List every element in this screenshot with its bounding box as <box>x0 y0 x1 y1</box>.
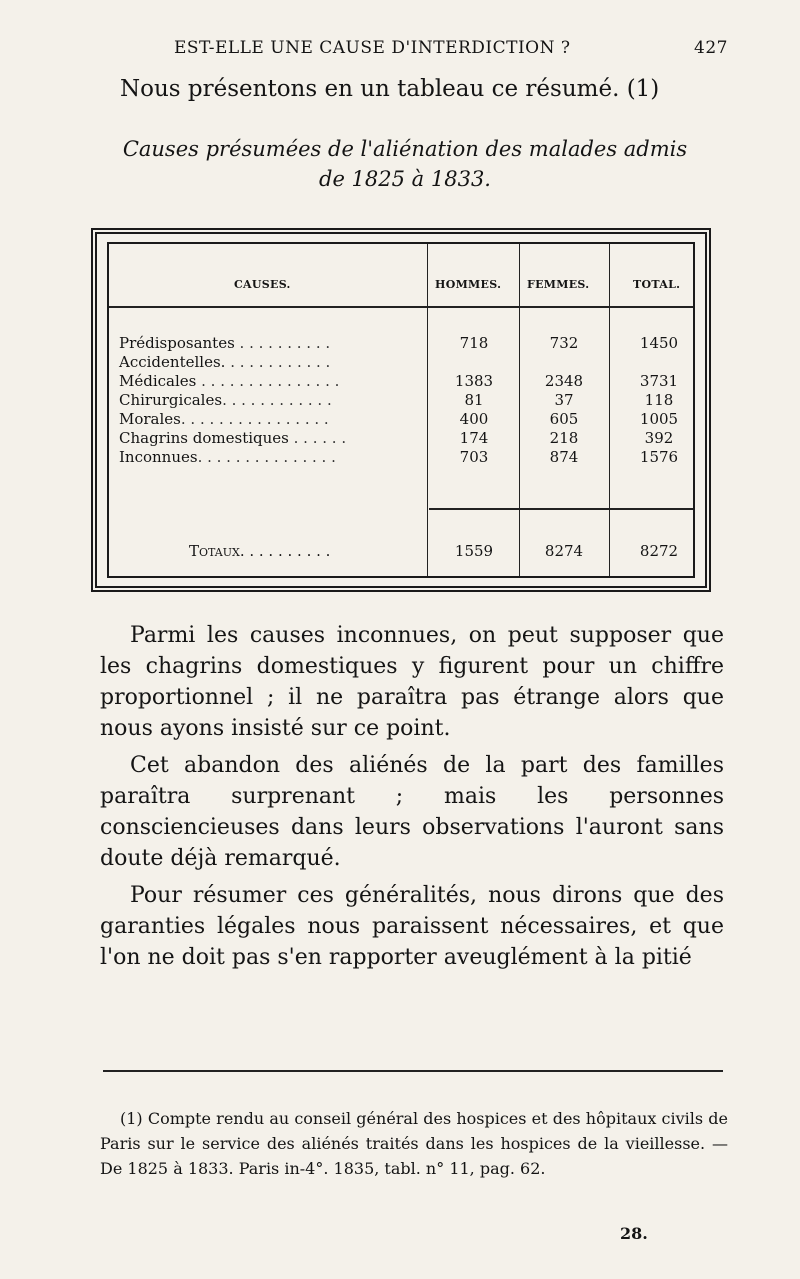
total-cell: 1005 <box>639 410 679 428</box>
signature-mark: 28. <box>620 1224 648 1243</box>
hommes-cell: 174 <box>459 429 489 447</box>
body-text <box>100 620 724 979</box>
totals-label: Totaux. . . . . . . . . . <box>189 542 331 560</box>
footnote <box>100 1106 728 1181</box>
total-cell: 1450 <box>639 334 679 352</box>
femmes-cell: 874 <box>549 448 579 466</box>
table-inner-frame <box>107 242 695 578</box>
cause-label: Accidentelles. . . . . . . . . . . . <box>119 353 331 371</box>
cause-label: Prédisposantes . . . . . . . . . . <box>119 334 331 352</box>
table-body <box>109 334 693 467</box>
total-cell: 392 <box>644 429 674 447</box>
total-cell: 1576 <box>639 448 679 466</box>
footnote-rule <box>103 1070 723 1072</box>
femmes-cell: 605 <box>549 410 579 428</box>
table-row <box>109 448 693 467</box>
table-caption <box>100 134 710 194</box>
header-total: TOTAL. <box>633 278 681 291</box>
page-number: 427 <box>694 38 728 58</box>
cause-label: Inconnues. . . . . . . . . . . . . . . <box>119 448 336 466</box>
femmes-total-cell: 8274 <box>544 542 584 560</box>
statistics-table <box>91 228 711 592</box>
hommes-cell: 718 <box>459 334 489 352</box>
caption-line-1: Causes présumées de l'aliénation des malades admis <box>122 137 688 161</box>
paragraph: Parmi les causes inconnues, on peut supposer que les chagrins domestiques y figurent pour un chiffre proportionnel ; il ne paraîtra pas étrange alors que nous ayons insisté sur ce point. <box>100 623 724 741</box>
table-row <box>109 391 693 410</box>
paragraph: Pour résumer ces généralités, nous dirons que des garanties légales nous paraissent nécessaires, et que l'on ne doit pas s'en rapporter aveuglément à la pitié <box>100 883 724 970</box>
cause-label: Médicales . . . . . . . . . . . . . . . <box>119 372 340 390</box>
hommes-cell: 1383 <box>454 372 494 390</box>
table-row <box>109 410 693 429</box>
header-causes: CAUSES. <box>234 278 291 291</box>
hommes-total-cell: 1559 <box>454 542 494 560</box>
running-head-title: EST-ELLE UNE CAUSE D'INTERDICTION ? <box>174 38 571 58</box>
totals-rule <box>429 508 693 510</box>
femmes-cell: 218 <box>549 429 579 447</box>
femmes-cell: 732 <box>549 334 579 352</box>
hommes-cell: 703 <box>459 448 489 466</box>
total-cell: 3731 <box>639 372 679 390</box>
table-row <box>109 429 693 448</box>
femmes-cell: 37 <box>554 391 574 409</box>
grand-total-cell: 8272 <box>639 542 679 560</box>
intro-sentence: Nous présentons en un tableau ce résumé. (1) <box>120 76 660 102</box>
running-head <box>100 38 728 66</box>
footnote-text: (1) Compte rendu au conseil général des hospices et des hôpitaux civils de Paris sur le service des aliénés traités dans les hospices de la vieillesse. — De 1825 à 1833. Paris in-4°. 1835, tabl. n° 11, pag. 62. <box>100 1109 728 1178</box>
header-hommes: HOMMES. <box>435 278 502 291</box>
totals-row <box>109 542 693 564</box>
header-femmes: FEMMES. <box>527 278 590 291</box>
table-row <box>109 372 693 391</box>
total-cell: 118 <box>644 391 674 409</box>
cause-label: Chagrins domestiques . . . . . . <box>119 429 347 447</box>
table-row <box>109 353 693 372</box>
caption-line-2: de 1825 à 1833. <box>319 167 491 191</box>
cause-label: Morales. . . . . . . . . . . . . . . . <box>119 410 329 428</box>
hommes-cell: 400 <box>459 410 489 428</box>
hommes-cell: 81 <box>464 391 484 409</box>
cause-label: Chirurgicales. . . . . . . . . . . . <box>119 391 332 409</box>
header-rule <box>109 306 693 308</box>
femmes-cell: 2348 <box>544 372 584 390</box>
table-row <box>109 334 693 353</box>
paragraph: Cet abandon des aliénés de la part des familles paraîtra surprenant ; mais les personnes consciencieuses dans leurs observations l'auront sans doute déjà remarqué. <box>100 753 724 871</box>
